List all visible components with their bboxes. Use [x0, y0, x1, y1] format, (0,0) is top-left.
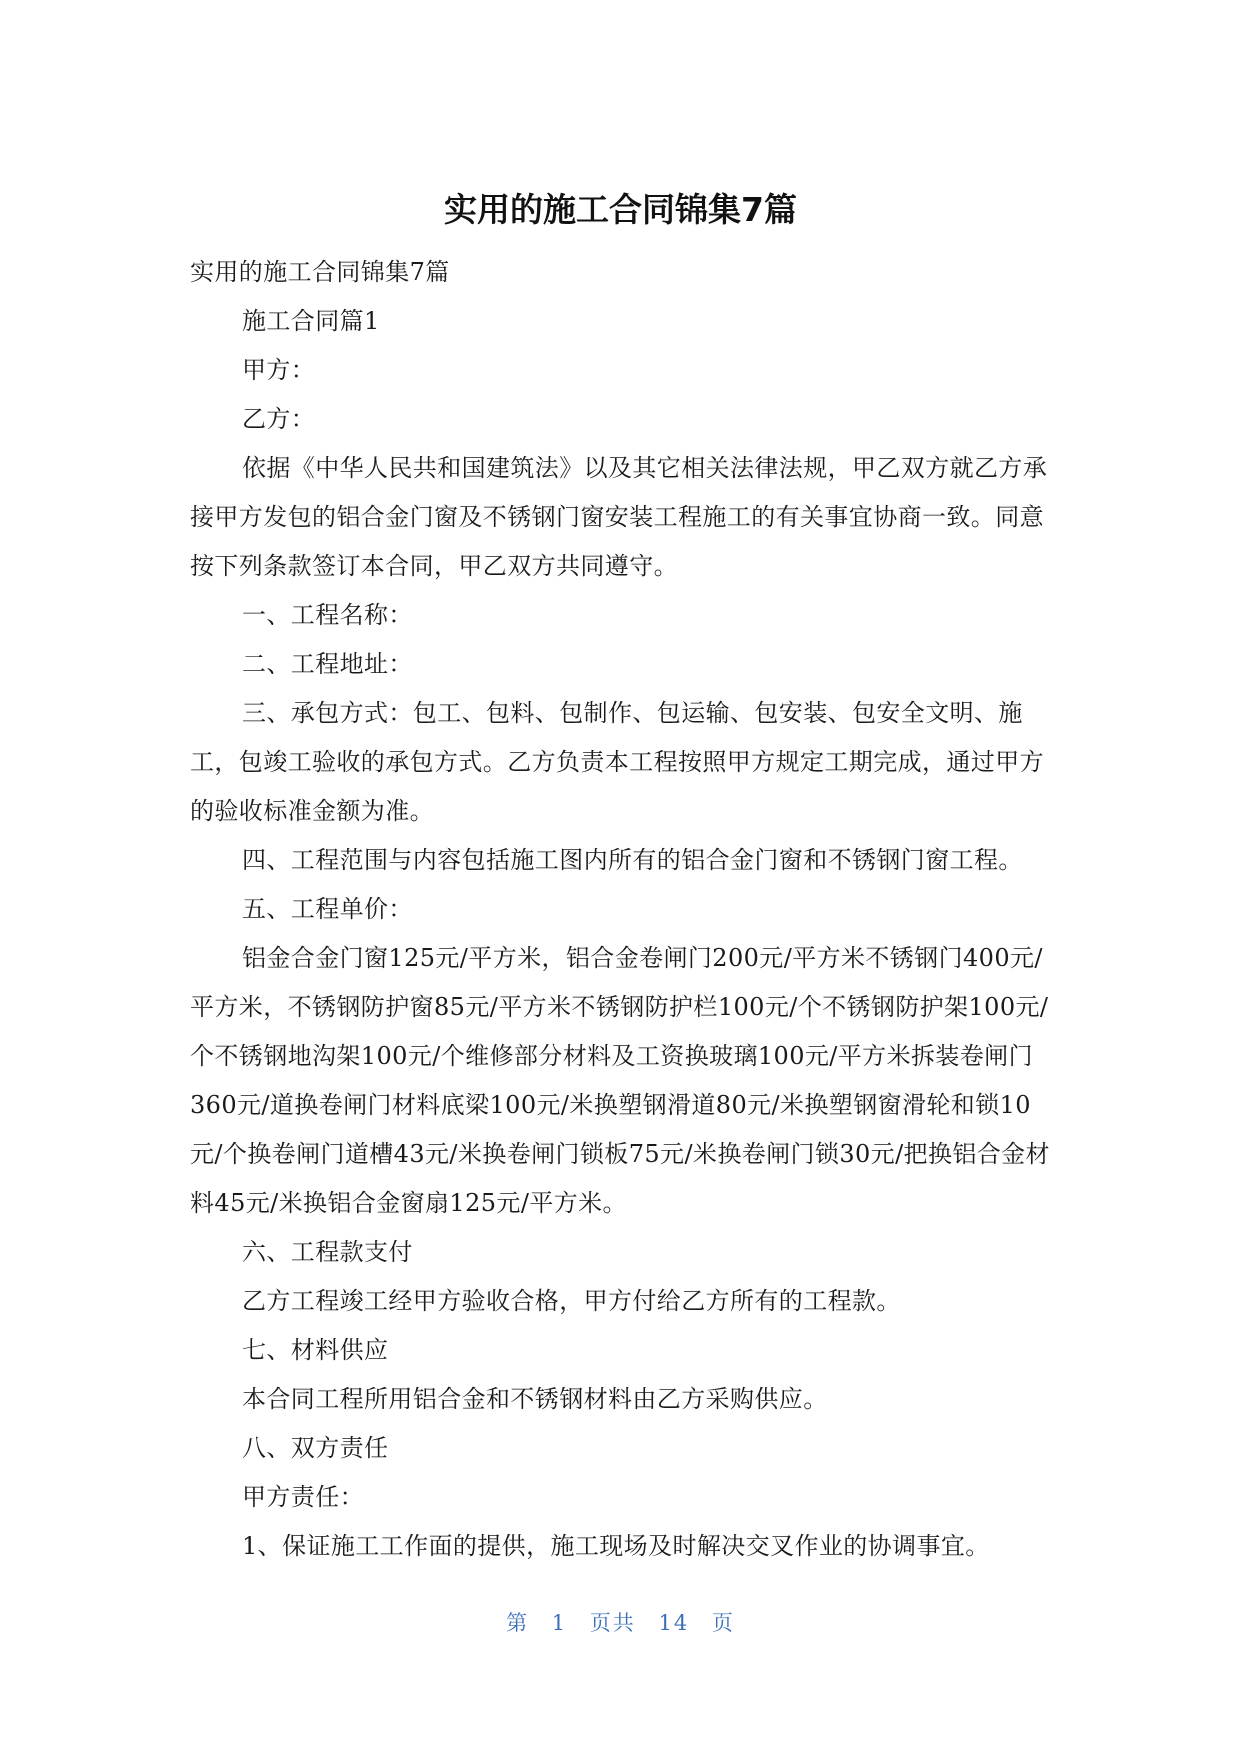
paragraph: 乙方： [242, 405, 316, 433]
footer-prefix: 第 [506, 1611, 530, 1635]
paragraph: 本合同工程所用铝合金和不锈钢材料由乙方采购供应。 [242, 1385, 828, 1413]
document-body [190, 248, 1050, 1571]
footer-middle: 页共 [589, 1611, 636, 1635]
paragraph: 甲方责任： [242, 1483, 364, 1511]
paragraph: 二、工程地址： [242, 650, 413, 678]
footer-suffix: 页 [711, 1611, 735, 1635]
footer-total-pages: 14 [658, 1611, 690, 1635]
paragraph: 一、工程名称： [242, 601, 413, 629]
paragraph: 施工合同篇1 [242, 307, 380, 335]
paragraph: 依据《中华人民共和国建筑法》以及其它相关法律法规，甲乙双方就乙方承接甲方发包的铝合金门窗及不锈钢门窗安装工程施工的有关事宜协商一致。同意按下列条款签订本合同，甲乙双方共同遵守。 [190, 454, 1048, 580]
paragraph: 八、双方责任 [242, 1434, 389, 1462]
paragraph: 乙方工程竣工经甲方验收合格，甲方付给乙方所有的工程款。 [242, 1287, 901, 1315]
paragraph: 甲方： [242, 356, 316, 384]
paragraph: 四、工程范围与内容包括施工图内所有的铝合金门窗和不锈钢门窗工程。 [242, 846, 1023, 874]
page-footer [0, 1608, 1241, 1638]
paragraph: 五、工程单价： [242, 895, 413, 923]
paragraph: 三、承包方式：包工、包料、包制作、包运输、包安装、包安全文明、施工，包竣工验收的承包方式。乙方负责本工程按照甲方规定工期完成，通过甲方的验收标准金额为准。 [190, 699, 1044, 825]
footer-page-number: 1 [551, 1611, 568, 1635]
paragraph: 1、保证施工工作面的提供，施工现场及时解决交叉作业的协调事宜。 [242, 1532, 990, 1560]
paragraph: 六、工程款支付 [242, 1238, 413, 1266]
document-title: 实用的施工合同锦集7篇 [444, 190, 797, 229]
paragraph: 铝金合金门窗125元/平方米，铝合金卷闸门200元/平方米不锈钢门400元/平方米，不锈钢防护窗85元/平方米不锈钢防护栏100元/个不锈钢防护架100元/个不锈钢地沟架100元/个维修部分材料及工资换玻璃100元/平方米拆装卷闸门360元/道换卷闸门材料底梁100元/米换塑钢滑道80元/米换塑钢窗滑轮和锁10元/个换卷闸门道槽43元/米换卷闸门锁板75元/米换卷闸门锁30元/把换铝合金材料45元/米换铝合金窗扇125元/平方米。 [190, 944, 1050, 1217]
paragraph: 七、材料供应 [242, 1336, 389, 1364]
paragraph: 实用的施工合同锦集7篇 [190, 258, 450, 286]
